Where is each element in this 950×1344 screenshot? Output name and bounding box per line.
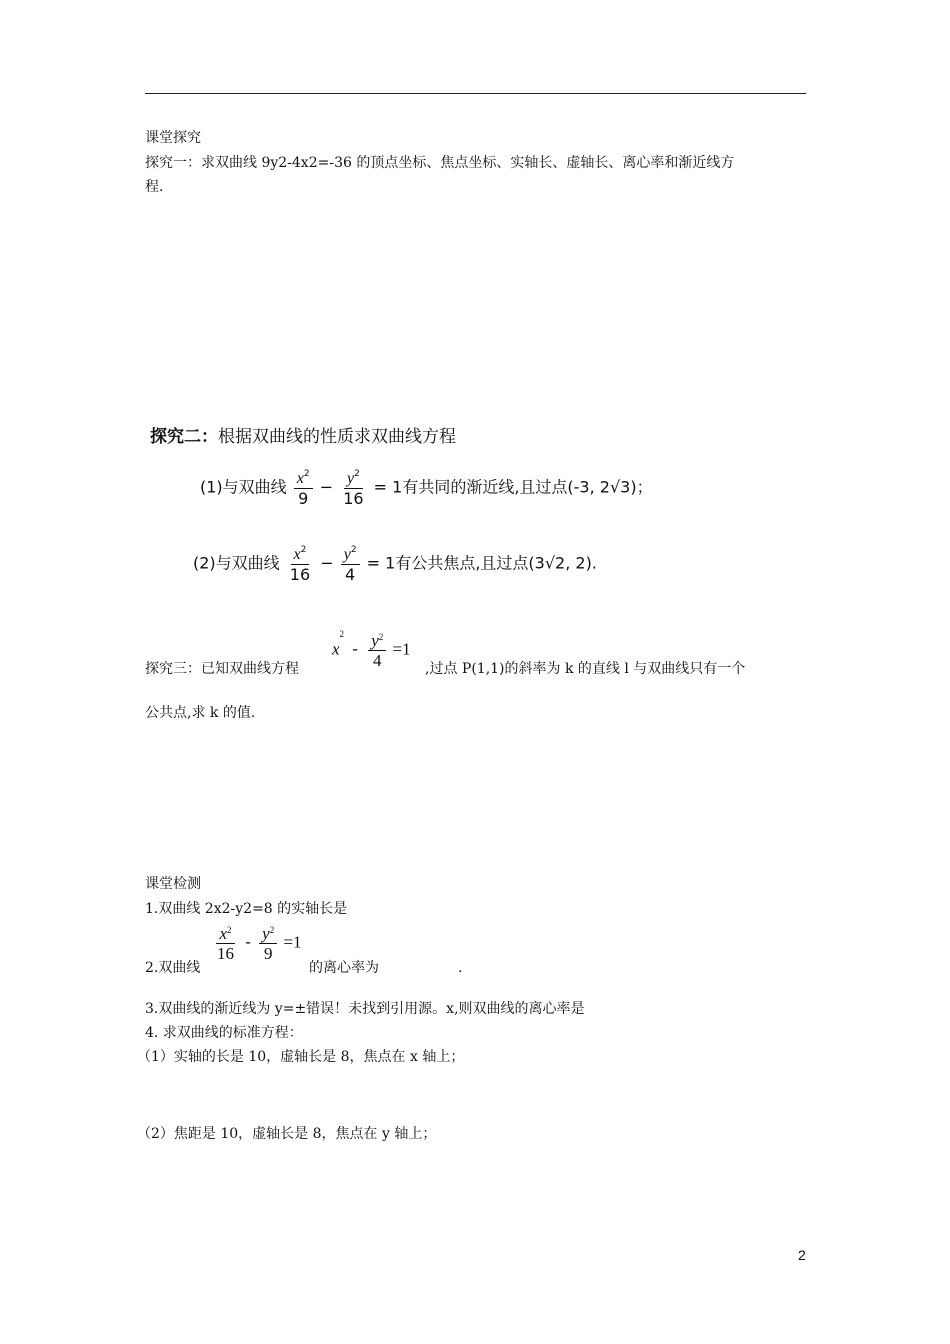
fraction-y2-over-4-eq: $\frac{y^2}{4}$ (368, 632, 386, 669)
inquiry-three-equation: $x^2$ - $\frac{y^2}{4}$ =1 (332, 629, 411, 670)
check-item4-1: （1）实轴的长是 10，虚轴长是 8，焦点在 x 轴上； (137, 1049, 465, 1065)
fraction-x2-over-16-check: $\frac{x^2}{16}$ (217, 924, 234, 963)
check-item3: 3.双曲线的渐近线为 y=±错误！未找到引用源。x,则双曲线的离心率是 (145, 1001, 585, 1017)
check-item2-end: . (458, 960, 463, 976)
fraction-y2-over-9-check: $\frac{y^2}{9}$ (259, 925, 277, 962)
inquiry-three-line2: 公共点,求 k 的值. (145, 705, 256, 721)
item2-suffix: = 1有公共焦点,且过点(3√2, 2). (366, 553, 597, 573)
inquiry-one-line2: 程. (145, 179, 164, 195)
inquiry-three-suffix: ,过点 P(1,1)的斜率为 k 的直线 l 与双曲线只有一个 (425, 661, 746, 677)
inquiry-three-prefix: 探究三：已知双曲线方程 (145, 661, 299, 677)
inquiry-two-label: 探究二： (150, 427, 218, 447)
check-item4-2: （2）焦距是 10，虚轴长是 8，焦点在 y 轴上； (137, 1126, 437, 1142)
inquiry-one-line1: 探究一：求双曲线 9y2-4x2=-36 的顶点坐标、焦点坐标、实轴长、虚轴长、离心率和渐近线方 (145, 155, 735, 171)
minus-sign: − (319, 477, 334, 497)
check-item1: 1.双曲线 2x2-y2=8 的实轴长是 (145, 901, 348, 917)
minus-sign: − (320, 553, 334, 573)
fraction-x2-over-16: $\frac{x^2}{16}$ (289, 545, 311, 584)
item2-prefix: (2)与双曲线 (193, 553, 280, 573)
page-number: 2 (798, 1247, 806, 1263)
check-item2-equation: $\frac{x^2}{16}$ - $\frac{y^2}{9}$ =1 (212, 925, 302, 962)
inquiry-two-heading: 根据双曲线的性质求双曲线方程 (218, 427, 456, 447)
fraction-y2-over-4: $\frac{y^2}{4}$ (341, 545, 360, 583)
check-item4: 4. 求双曲线的标准方程： (145, 1025, 303, 1041)
inquiry-two-item1 (200, 469, 653, 507)
section-title-classroom-check: 课堂检测 (145, 876, 201, 892)
inquiry-two-item2 (193, 545, 597, 583)
header-rule (145, 93, 806, 94)
check-item2-prefix: 2.双曲线 (145, 960, 201, 976)
fraction-y2-over-16: $\frac{y^2}{16}$ (343, 469, 364, 508)
fraction-x2-over-9: $\frac{x^2}{9}$ (294, 469, 313, 507)
item1-suffix: = 1有共同的渐近线,且过点(-3, 2√3)； (373, 477, 653, 497)
item1-prefix: (1)与双曲线 (200, 477, 287, 497)
inquiry-two-title (150, 422, 456, 447)
section-title-classroom-inquiry: 课堂探究 (145, 130, 201, 146)
check-item2-suffix: 的离心率为 (309, 960, 379, 976)
